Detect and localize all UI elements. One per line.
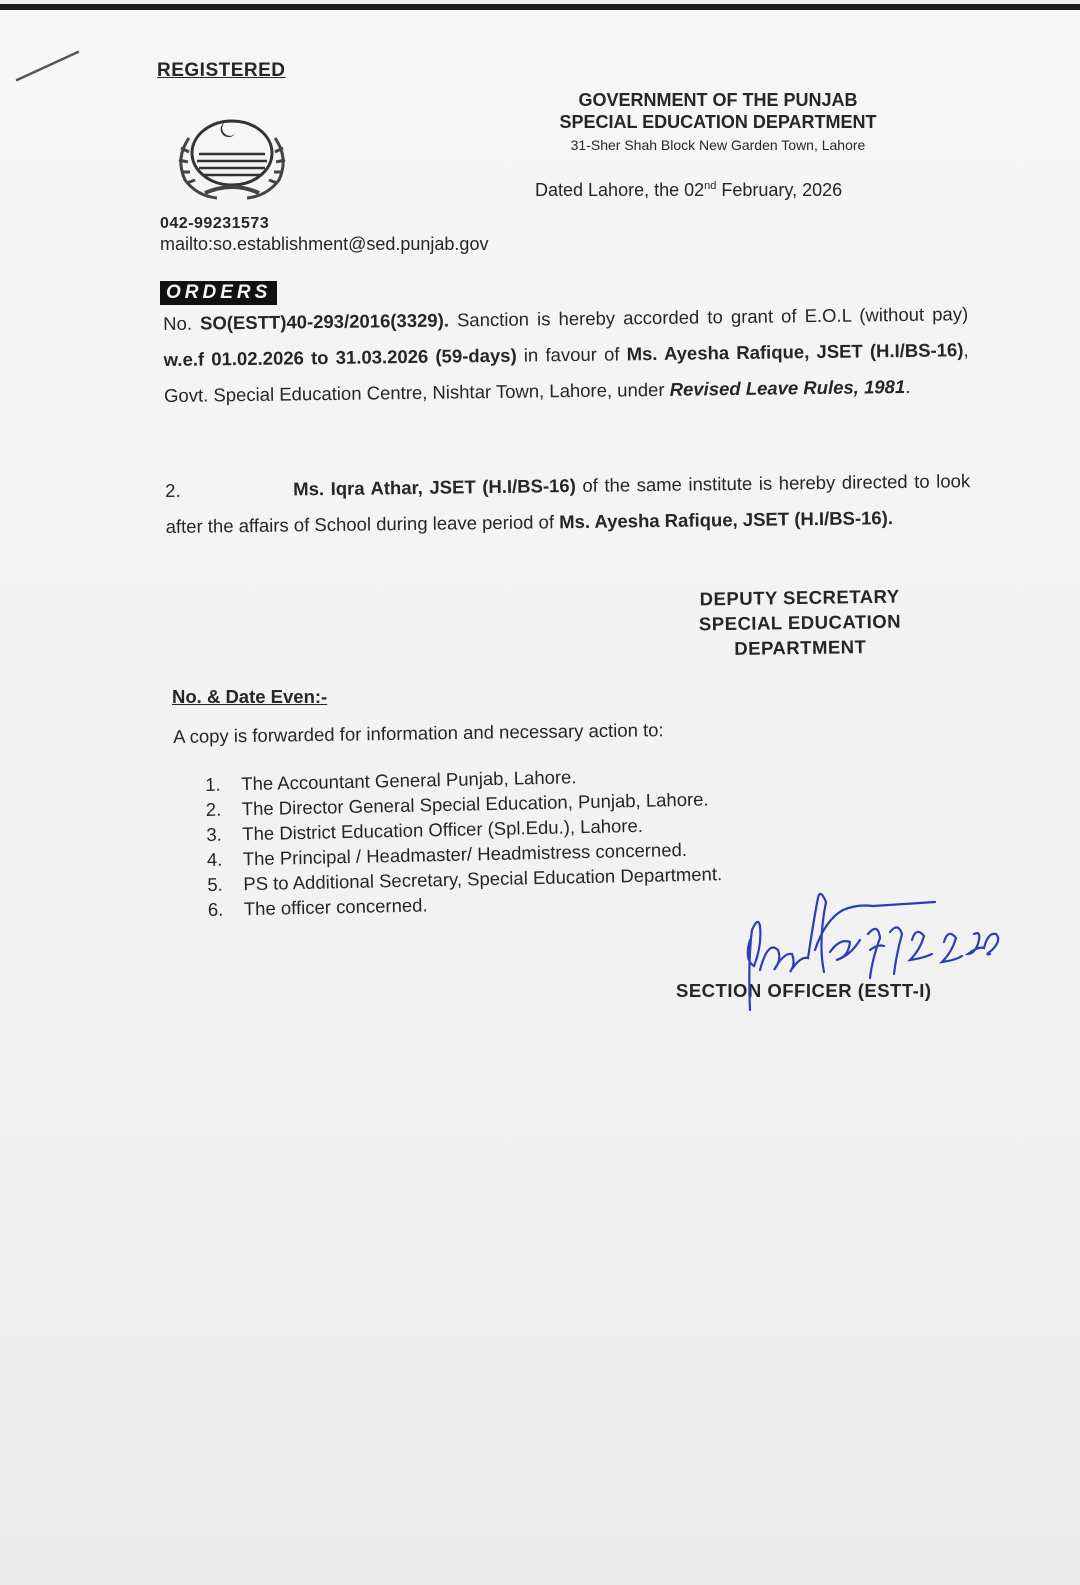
order-paragraph-1: No. SO(ESTT)40-293/2016(3329). Sanction is hereby accorded to grant of E.O.L (without pay) w.e.f 01.02.2026 to 31.03.2026 (59-days) in favour of Ms. Ayesha Rafique, JSET (H.I/BS-16), Govt. Special Education Centre, Nishtar Town, Lahore, under Revised Leave Rules, 1981. [163,303,969,406]
registered-label: REGISTERED [157,60,286,81]
section-officer-signatory: SECTION OFFICER (ESTT-I) [676,980,932,1001]
order-paragraph-2: 2. Ms. Iqra Athar, JSET (H.I/BS-16) of the same institute is hereby directed to look after the affairs of School during leave period of Ms. Ayesha Rafique, JSET (H.I/BS-16). [165,470,971,537]
list-item: 5. PS to Additional Secretary, Special Education Department. [207,863,723,895]
department-title: SPECIAL EDUCATION DEPARTMENT [559,112,877,132]
government-title: GOVERNMENT OF THE PUNJAB [578,90,858,110]
orders-heading: ORDERS [160,281,277,305]
deputy-secretary-signatory: DEPUTY SECRETARY SPECIAL EDUCATION DEPARTMENT [698,585,902,659]
list-item: 2. The Director General Special Education, Punjab, Lahore. [205,788,709,820]
no-date-even-heading: No. & Date Even:- [172,686,328,707]
copy-recipients-list [205,761,723,922]
list-item: 3. The District Education Officer (Spl.Edu.), Lahore. [206,814,644,845]
department-address: 31-Sher Shah Block New Garden Town, Lahore [570,137,866,153]
pen-mark-icon [12,46,82,86]
list-item: 6. The officer concerned. [207,894,428,920]
punjab-emblem-icon [167,108,297,208]
document-page [0,4,1080,1585]
email-link[interactable]: mailto:so.establishment@sed.punjab.gov [160,234,489,254]
date-line: Dated Lahore, the 02nd February, 2026 [535,180,843,200]
phone-number: 042-99231573 [160,215,270,232]
list-item: 4. The Principal / Headmaster/ Headmistress concerned. [206,838,688,870]
copy-forwarded-text: A copy is forwarded for information and necessary action to: [173,719,664,747]
list-item: 1. The Accountant General Punjab, Lahore. [205,766,577,795]
handwritten-signature-icon [730,880,1030,1060]
department-header [528,90,908,153]
